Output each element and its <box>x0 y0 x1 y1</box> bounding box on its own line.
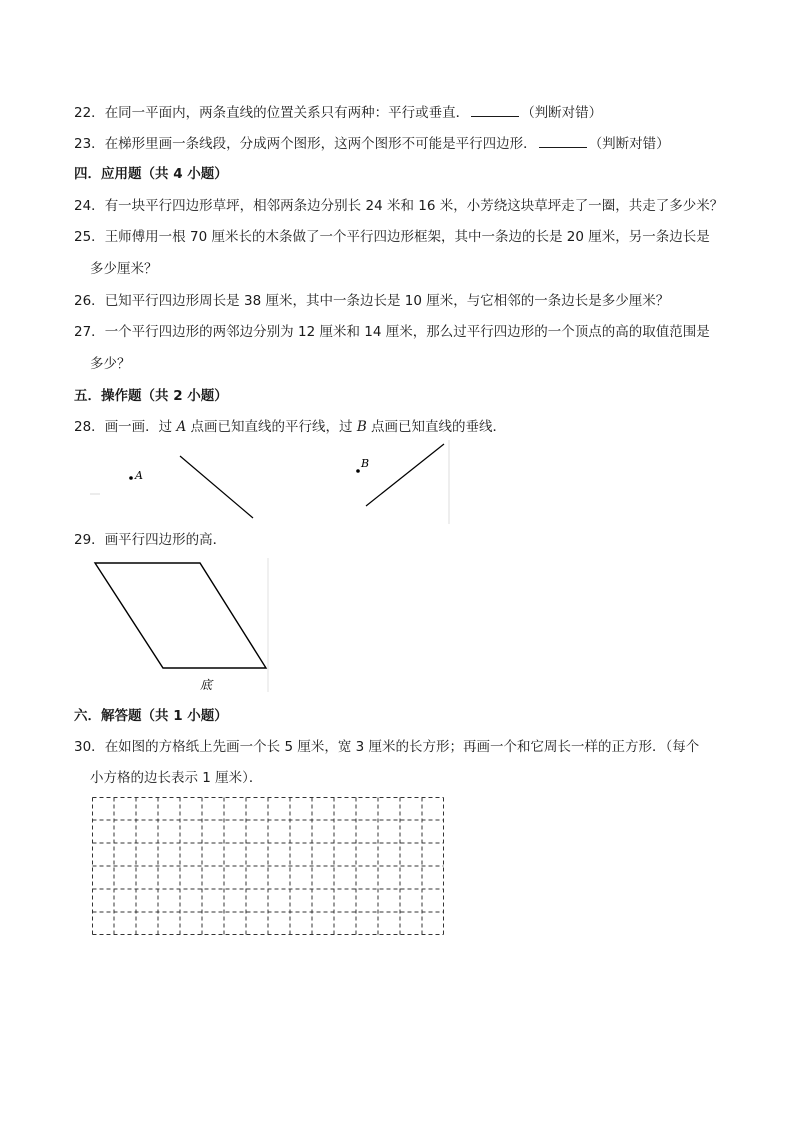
point-b-dot <box>356 469 360 473</box>
answer-blank[interactable] <box>539 134 587 148</box>
point-b-ref: B <box>356 419 367 435</box>
section-heading-5: 五．操作题（共 2 小题） <box>74 388 228 404</box>
figure-line-b[interactable] <box>340 440 452 526</box>
question-text: 在梯形里画一条线段，分成两个图形，这两个图形不可能是平行四边形． <box>104 136 537 152</box>
parallelogram-figure[interactable] <box>88 558 272 694</box>
section-heading-6: 六．解答题（共 1 小题） <box>74 708 228 724</box>
question-30-continued: 小方格的边长表示 1 厘米）． <box>90 770 263 786</box>
question-number: 29． <box>74 532 105 548</box>
question-number: 26． <box>74 293 105 309</box>
question-number: 24． <box>74 198 105 214</box>
point-b-label: B <box>361 457 370 470</box>
question-22 <box>74 103 602 122</box>
given-line-1 <box>180 456 253 518</box>
question-text: 在同一平面内，两条直线的位置关系只有两种：平行或垂直． <box>104 105 470 121</box>
point-a-ref: A <box>176 419 187 435</box>
question-text: 有一块平行四边形草坪，相邻两条边分别长 24 米和 16 米，小芳绕这块草坪走了一圈，共走了多少米？ <box>104 198 724 214</box>
section-heading-4: 四．应用题（共 4 小题） <box>74 166 228 182</box>
figure-line-a[interactable] <box>90 448 260 524</box>
question-text: 画平行四边形的高． <box>104 532 227 548</box>
question-23 <box>74 134 670 153</box>
question-25 <box>74 228 710 246</box>
answer-blank[interactable] <box>471 103 519 117</box>
question-27 <box>74 323 710 341</box>
base-label: 底 <box>200 678 213 692</box>
parallelogram <box>95 563 266 668</box>
question-suffix: （判断对错） <box>588 136 670 152</box>
grid-paper[interactable] <box>92 797 444 935</box>
question-28 <box>74 418 506 436</box>
question-text-post: 点画已知直线的垂线． <box>366 419 507 435</box>
question-27-continued: 多少？ <box>90 356 131 372</box>
question-29 <box>74 531 226 549</box>
point-a-label: A <box>135 469 143 482</box>
question-text: 已知平行四边形周长是 38 厘米，其中一条边长是 10 厘米，与它相邻的一条边长是多少厘米？ <box>104 293 670 309</box>
question-number: 28． <box>74 419 105 435</box>
point-a-dot <box>129 476 133 480</box>
question-number: 27． <box>74 324 105 340</box>
question-number: 23． <box>74 136 105 152</box>
question-number: 30． <box>74 739 105 755</box>
question-number: 22． <box>74 105 105 121</box>
given-line-2 <box>366 444 444 506</box>
question-26 <box>74 292 669 310</box>
question-30 <box>74 738 699 756</box>
question-text: 王师傅用一根 70 厘米长的木条做了一个平行四边形框架，其中一条边的长是 20 厘米，另一条边长是 <box>104 229 710 245</box>
question-suffix: （判断对错） <box>521 105 603 121</box>
question-24 <box>74 197 723 215</box>
question-text: 在如图的方格纸上先画一个长 5 厘米，宽 3 厘米的长方形；再画一个和它周长一样的正方形．（每个 <box>104 739 700 755</box>
question-text-mid: 点画已知直线的平行线，过 <box>186 419 357 435</box>
question-text: 一个平行四边形的两邻边分别为 12 厘米和 14 厘米，那么过平行四边形的一个顶点的高的取值范围是 <box>104 324 710 340</box>
question-text-pre: 画一画．过 <box>104 419 177 435</box>
question-25-continued: 多少厘米？ <box>90 261 158 277</box>
question-number: 25． <box>74 229 105 245</box>
